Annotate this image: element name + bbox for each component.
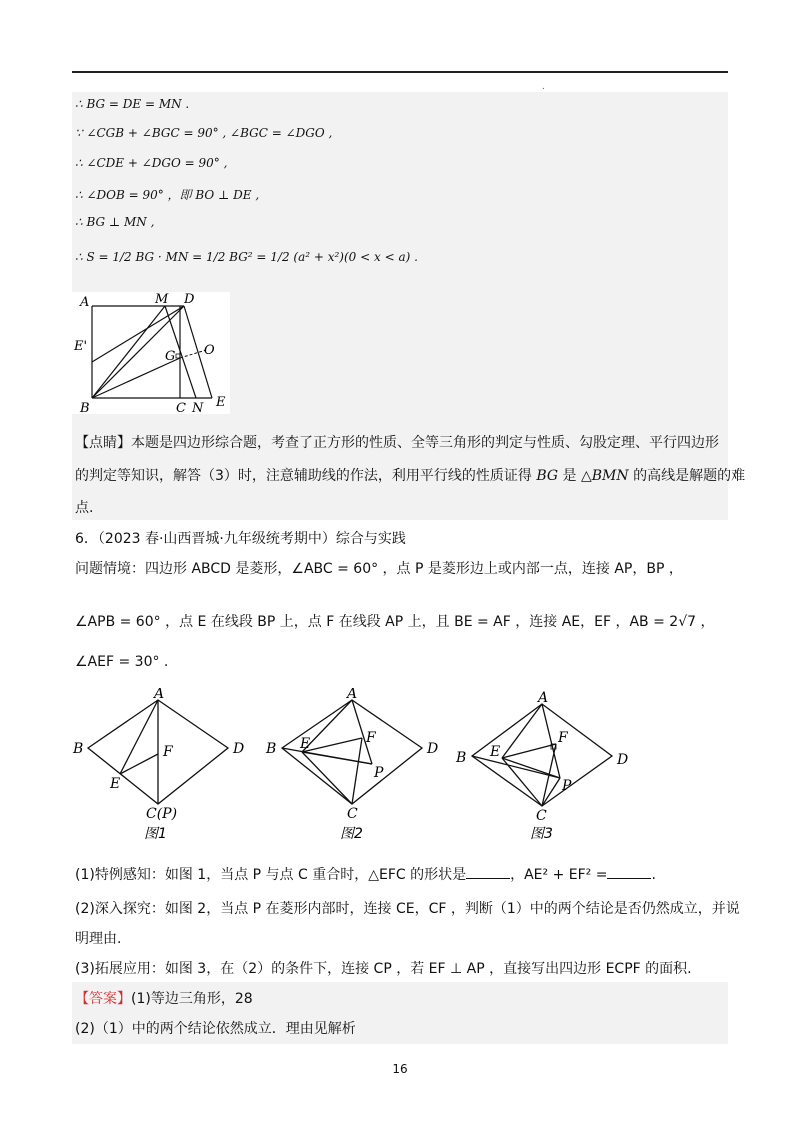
header-dot: . — [542, 82, 545, 92]
answer-tag: 【答案】 — [75, 991, 131, 1007]
comment-line-3: 点. — [75, 500, 94, 516]
fig1-label-B: B — [73, 741, 84, 757]
sq-label-C: C — [176, 401, 186, 414]
sq-label-G: G — [165, 349, 176, 364]
fig2-caption: 图2 — [340, 826, 363, 842]
sq-label-A: A — [80, 295, 90, 310]
fig3-label-D: D — [617, 752, 629, 768]
solution-line-3: ∴ ∠CDE + ∠DGO = 90° , — [75, 156, 228, 170]
fig3-label-B: B — [456, 750, 467, 766]
fig2-label-F: F — [366, 730, 376, 746]
sq-label-D: D — [184, 292, 195, 307]
sq-label-E1: E' — [74, 339, 88, 354]
sq-label-E: E — [216, 395, 226, 410]
fig2-label-P: P — [374, 765, 384, 781]
fig1-label-E: E — [110, 776, 121, 792]
fig1-label-D: D — [233, 741, 245, 757]
fig1-label-F: F — [163, 744, 173, 760]
square-figure — [72, 292, 230, 414]
fig1-label-A: A — [154, 688, 165, 702]
comment-line-2 — [75, 465, 745, 485]
question-2-line-2: 明理由. — [75, 931, 122, 947]
header-rule — [72, 71, 728, 73]
comment-text-2c: 的高线是解题的难 — [633, 468, 746, 484]
comment-tag: 【点睛】 — [75, 435, 131, 451]
solution-line-5: ∴ BG ⊥ MN , — [75, 215, 155, 229]
problem-heading: 6．（2023 春·山西晋城·九年级统考期中）综合与实践 — [75, 531, 406, 547]
question-1 — [75, 864, 656, 884]
fig3-label-C: C — [536, 808, 547, 824]
fig2-label-C: C — [347, 806, 358, 822]
answer-line-1 — [75, 988, 253, 1008]
comment-text-2b: 是 — [562, 468, 577, 484]
answer-text-1: (1)等边三角形，28 — [131, 991, 253, 1007]
sq-label-M: M — [155, 292, 169, 307]
figure-1 — [70, 688, 260, 848]
fig3-label-E: E — [490, 744, 501, 760]
problem-scenario-3: ∠AEF = 30° . — [75, 654, 169, 670]
fig3-caption: 图3 — [530, 826, 553, 842]
fig1-caption: 图1 — [144, 826, 167, 842]
fig3-label-A: A — [538, 690, 549, 706]
comment-triangle: △BMN — [581, 468, 629, 484]
solution-line-4: ∴ ∠DOB = 90° ，即 BO ⊥ DE , — [75, 188, 260, 202]
comment-line-1 — [75, 432, 719, 452]
solution-line-1: ∴ BG = DE = MN . — [75, 97, 190, 111]
fig2-label-E: E — [300, 736, 311, 752]
solution-line-6: ∴ S = 1/2 BG · MN = 1/2 BG² = 1/2 (a² + x²)(0 < x < a) . — [75, 250, 418, 264]
question-1-blank-2 — [607, 868, 651, 879]
fig1-label-C: C(P) — [146, 806, 178, 822]
fig3-label-F: F — [558, 730, 568, 746]
comment-text-2a: 的判定等知识，解答（3）时，注意辅助线的作法，利用平行线的性质证得 — [75, 468, 532, 484]
comment-bg: BG — [536, 468, 559, 484]
answer-line-2: (2)（1）中的两个结论依然成立．理由见解析 — [75, 1021, 356, 1037]
question-1-text-b: ，AE² + EF² = — [510, 867, 608, 883]
question-1-blank-1 — [466, 868, 510, 879]
solution-line-2: ∵ ∠CGB + ∠BGC = 90° , ∠BGC = ∠DGO , — [75, 126, 333, 140]
question-3: (3)拓展应用：如图 3，在（2）的条件下，连接 CP ，若 EF ⊥ AP ，直接写出四边形 ECPF 的面积. — [75, 961, 692, 977]
sq-label-O: O — [204, 343, 215, 358]
page-number: 16 — [392, 1062, 408, 1076]
problem-scenario-1: 问题情境：四边形 ABCD 是菱形，∠ABC = 60° ，点 P 是菱形边上或内部一点，连接 AP，BP ， — [75, 561, 683, 577]
comment-text-1: 本题是四边形综合题，考查了正方形的性质、全等三角形的判定与性质、勾股定理、平行四边形 — [131, 435, 719, 451]
figure-2 — [262, 688, 452, 848]
sq-label-B: B — [80, 401, 90, 414]
figure-3 — [452, 688, 652, 848]
question-2-line-1: (2)深入探究：如图 2，当点 P 在菱形内部时，连接 CE，CF ，判断（1）中的两个结论是否仍然成立，并说 — [75, 901, 740, 917]
problem-scenario-2: ∠APB = 60° ，点 E 在线段 BP 上，点 F 在线段 AP 上，且 BE = AF ，连接 AE，EF ，AB = 2√7 ， — [75, 614, 715, 630]
sq-label-N: N — [192, 401, 204, 414]
question-1-text-c: . — [651, 867, 656, 883]
fig2-label-A: A — [347, 688, 358, 702]
fig2-label-B: B — [266, 741, 277, 757]
fig2-label-D: D — [427, 741, 439, 757]
fig3-label-P: P — [562, 778, 572, 794]
question-1-text-a: (1)特例感知：如图 1，当点 P 与点 C 重合时，△EFC 的形状是 — [75, 867, 467, 883]
